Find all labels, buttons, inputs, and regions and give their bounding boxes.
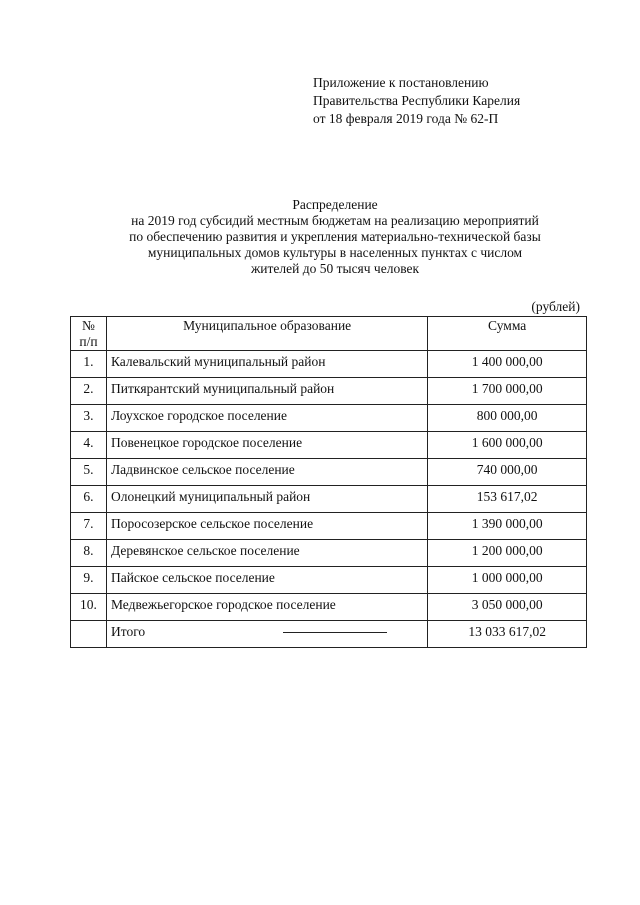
row-municipality: Повенецкое городское поселение <box>106 432 427 459</box>
row-number: 1. <box>71 351 107 378</box>
row-number: 2. <box>71 378 107 405</box>
appendix-line-2: Правительства Республики Карелия <box>313 93 521 108</box>
row-sum: 800 000,00 <box>428 405 587 432</box>
row-sum: 3 050 000,00 <box>428 594 587 621</box>
row-sum: 1 200 000,00 <box>428 540 587 567</box>
row-municipality: Лоухское городское поселение <box>106 405 427 432</box>
row-number: 8. <box>71 540 107 567</box>
header-number-line-1: № <box>82 318 95 333</box>
row-municipality: Питкярантский муниципальный район <box>106 378 427 405</box>
table-row <box>71 540 587 567</box>
row-municipality: Пайское сельское поселение <box>106 567 427 594</box>
table-total-row <box>71 621 587 648</box>
header-number-line-2: п/п <box>79 334 98 349</box>
table-header-row <box>71 317 587 351</box>
table-row <box>71 432 587 459</box>
appendix-line-3: от 18 февраля 2019 года № 62-П <box>313 111 499 126</box>
row-number: 6. <box>71 486 107 513</box>
row-sum: 1 390 000,00 <box>428 513 587 540</box>
row-municipality: Поросозерское сельское поселение <box>106 513 427 540</box>
row-sum: 1 400 000,00 <box>428 351 587 378</box>
table-row <box>71 567 587 594</box>
table-row <box>71 351 587 378</box>
heading-line-2: по обеспечению развития и укрепления материально-технической базы <box>129 229 541 244</box>
row-municipality: Калевальский муниципальный район <box>106 351 427 378</box>
separator-line <box>283 632 387 633</box>
row-municipality: Деревянское сельское поселение <box>106 540 427 567</box>
row-number: 4. <box>71 432 107 459</box>
total-sum: 13 033 617,02 <box>428 621 587 648</box>
row-sum: 153 617,02 <box>428 486 587 513</box>
row-number: 9. <box>71 567 107 594</box>
heading-line-1: на 2019 год субсидий местным бюджетам на реализацию мероприятий <box>131 213 539 228</box>
row-municipality: Ладвинское сельское поселение <box>106 459 427 486</box>
row-sum: 1 000 000,00 <box>428 567 587 594</box>
header-number <box>71 317 107 351</box>
header-municipality: Муниципальное образование <box>106 317 427 351</box>
appendix-header <box>313 74 520 128</box>
table-row <box>71 378 587 405</box>
units-label: (рублей) <box>531 299 580 314</box>
table-row <box>71 486 587 513</box>
row-sum: 1 700 000,00 <box>428 378 587 405</box>
row-number: 7. <box>71 513 107 540</box>
row-sum: 740 000,00 <box>428 459 587 486</box>
table-row <box>71 594 587 621</box>
total-label: Итого <box>106 621 427 648</box>
row-number: 5. <box>71 459 107 486</box>
table-row <box>71 405 587 432</box>
row-sum: 1 600 000,00 <box>428 432 587 459</box>
row-municipality: Олонецкий муниципальный район <box>106 486 427 513</box>
heading-line-4: жителей до 50 тысяч человек <box>250 261 420 276</box>
table-row <box>71 459 587 486</box>
row-municipality: Медвежьегорское городское поселение <box>106 594 427 621</box>
row-number: 10. <box>71 594 107 621</box>
total-number <box>71 621 107 648</box>
table-row <box>71 513 587 540</box>
appendix-line-1: Приложение к постановлению <box>313 75 489 90</box>
heading-line-3: муниципальных домов культуры в населенных пунктах с числом <box>147 245 523 260</box>
distribution-table <box>70 316 587 648</box>
document-heading <box>70 197 600 277</box>
row-number: 3. <box>71 405 107 432</box>
header-sum: Сумма <box>428 317 587 351</box>
heading-title: Распределение <box>292 197 378 212</box>
